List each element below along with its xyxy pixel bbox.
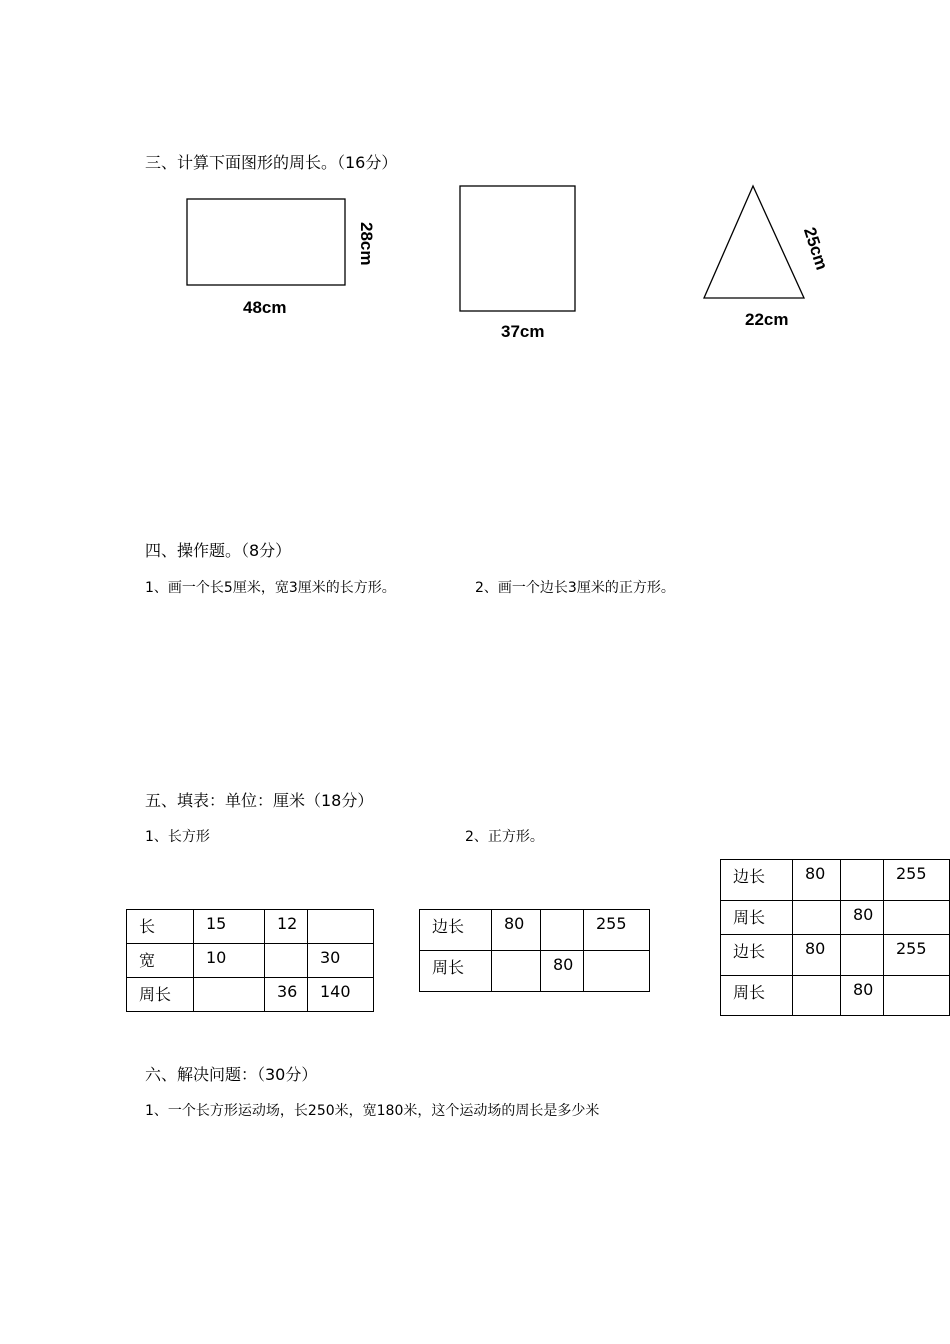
table-cell: 长 xyxy=(127,910,194,944)
table-cell: 边长 xyxy=(721,935,793,976)
table-cell: 140 xyxy=(308,978,374,1012)
table-cell xyxy=(492,951,541,992)
section6-title: 六、解决问题：（30分） xyxy=(145,1065,318,1084)
table-cell: 80 xyxy=(841,976,884,1016)
square-figure xyxy=(460,186,575,311)
table-cell: 边长 xyxy=(420,910,492,951)
table-cell xyxy=(793,901,841,935)
table-cell: 30 xyxy=(308,944,374,978)
table-cell: 80 xyxy=(841,901,884,935)
section3-title: 三、计算下面图形的周长。（16分） xyxy=(145,153,398,172)
table-cell: 80 xyxy=(492,910,541,951)
table-cell: 周长 xyxy=(721,976,793,1016)
section4-q2: 2、画一个边长3厘米的正方形。 xyxy=(475,580,675,596)
rect-width-label: 48cm xyxy=(243,298,287,317)
section5-q2: 2、正方形。 xyxy=(465,829,544,845)
square-table xyxy=(419,909,650,992)
triangle-side-label: 25cm xyxy=(799,225,832,273)
table-cell: 255 xyxy=(584,910,650,951)
table-cell: 边长 xyxy=(721,860,793,901)
table-cell xyxy=(884,901,950,935)
rectangle-figure xyxy=(187,199,345,285)
table-cell xyxy=(841,860,884,901)
table-cell: 80 xyxy=(793,860,841,901)
table-cell xyxy=(265,944,308,978)
table-cell xyxy=(841,935,884,976)
table-cell: 255 xyxy=(884,860,950,901)
table-cell xyxy=(194,978,265,1012)
section4-q1: 1、画一个长5厘米，宽3厘米的长方形。 xyxy=(145,580,396,596)
geometry-figures xyxy=(0,0,950,400)
section6-q1: 1、一个长方形运动场，长250米，宽180米，这个运动场的周长是多少米 xyxy=(145,1103,600,1119)
rectangle-table xyxy=(126,909,374,1012)
table-cell xyxy=(541,910,584,951)
table-cell: 周长 xyxy=(127,978,194,1012)
table-cell: 80 xyxy=(541,951,584,992)
table-cell: 80 xyxy=(793,935,841,976)
table-cell xyxy=(793,976,841,1016)
table-cell: 宽 xyxy=(127,944,194,978)
rect-height-label: 28cm xyxy=(357,222,376,266)
section5-title: 五、填表：单位：厘米（18分） xyxy=(145,791,374,810)
table-cell: 10 xyxy=(194,944,265,978)
triangle-figure xyxy=(704,186,804,298)
table-cell: 255 xyxy=(884,935,950,976)
table-cell xyxy=(584,951,650,992)
table-cell: 36 xyxy=(265,978,308,1012)
square-side-label: 37cm xyxy=(501,322,545,341)
table-cell: 15 xyxy=(194,910,265,944)
table-cell: 周长 xyxy=(721,901,793,935)
square-table-duplicate xyxy=(720,859,950,1016)
table-cell: 周长 xyxy=(420,951,492,992)
section4-title: 四、操作题。（8分） xyxy=(145,541,292,560)
table-cell: 12 xyxy=(265,910,308,944)
triangle-base-label: 22cm xyxy=(745,310,789,329)
table-cell xyxy=(884,976,950,1016)
table-cell xyxy=(308,910,374,944)
section5-q1: 1、长方形 xyxy=(145,829,210,845)
